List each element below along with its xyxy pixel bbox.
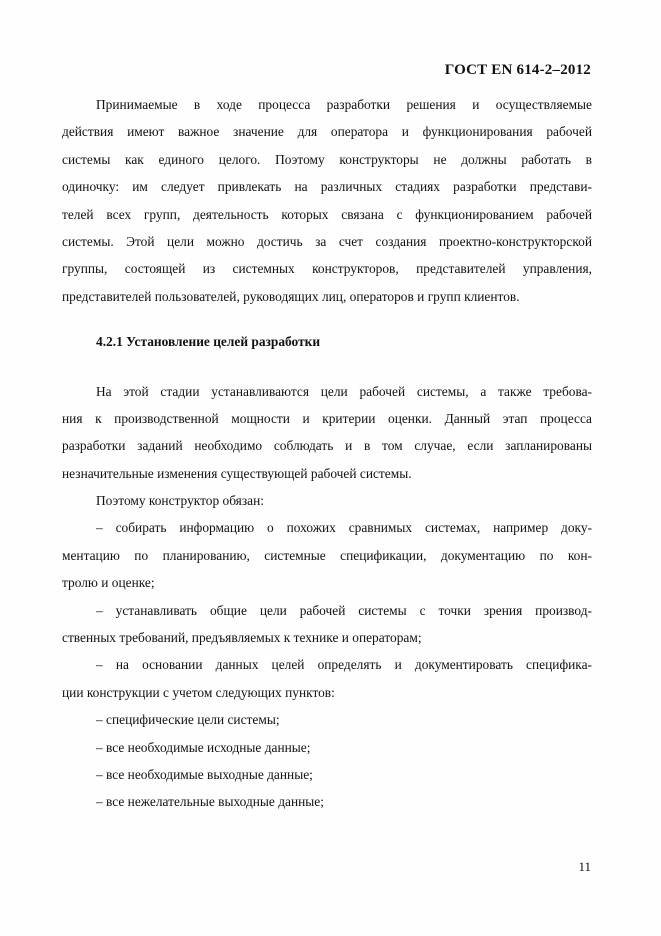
list-item bbox=[62, 597, 592, 652]
list-subitem: – все необходимые выходные данные; bbox=[96, 766, 313, 782]
text-line: одиночку: им следует привлекать на различных стадиях разработки представи- bbox=[62, 179, 592, 195]
text-line: тролю и оценке; bbox=[62, 575, 155, 591]
paragraph-design-team bbox=[62, 91, 592, 310]
list-subitem: – все нежелательные выходные данные; bbox=[96, 794, 324, 810]
text-line: незначительные изменения существующей рабочей системы. bbox=[62, 465, 412, 481]
text-line: Принимаемые в ходе процесса разработки решения и осуществляемые bbox=[96, 97, 592, 112]
spacer bbox=[62, 310, 592, 328]
page-body bbox=[62, 91, 592, 816]
spacer bbox=[62, 356, 592, 378]
text-line: группы, состоящей из системных конструкторов, представителей управления, bbox=[62, 261, 592, 277]
list-item bbox=[62, 651, 592, 706]
text-line: системы. Этой цели можно достичь за счет создания проектно-конструкторской bbox=[62, 233, 592, 249]
list-item bbox=[62, 514, 592, 596]
text-line: – на основании данных целей определять и документировать специфика- bbox=[96, 657, 592, 673]
text-line: – собирать информацию о похожих сравнимых системах, например доку- bbox=[96, 520, 592, 536]
list-subitem: – все необходимые исходные данные; bbox=[96, 739, 311, 755]
paragraph-designer-duties: Поэтому конструктор обязан: bbox=[96, 493, 264, 509]
text-line: ственных требований, предъявляемых к технике и операторам; bbox=[62, 630, 422, 646]
page-number: 11 bbox=[578, 859, 591, 874]
text-line: разработки заданий необходимо соблюдать и в том случае, если запланированы bbox=[62, 438, 592, 454]
text-line: ции конструкции с учетом следующих пунктов: bbox=[62, 684, 335, 700]
text-line: ния к производственной мощности и критерии оценки. Данный этап процесса bbox=[62, 410, 592, 426]
document-code-header: ГОСТ EN 614-2–2012 bbox=[444, 62, 591, 78]
text-line: На этой стадии устанавливаются цели рабочей системы, а также требова- bbox=[96, 383, 592, 399]
text-line: телей всех групп, деятельность которых связана с функционированием рабочей bbox=[62, 206, 592, 222]
paragraph-goals-stage bbox=[62, 378, 592, 488]
section-heading: 4.2.1 Установление целей разработки bbox=[96, 334, 321, 350]
text-line: – устанавливать общие цели рабочей системы с точки зрения производ- bbox=[96, 602, 592, 618]
text-line: представителей пользователей, руководящих лиц, операторов и групп клиентов. bbox=[62, 288, 520, 304]
text-line: ментацию по планированию, системные спецификации, документацию по кон- bbox=[62, 547, 592, 563]
list-subitem: – специфические цели системы; bbox=[96, 712, 280, 728]
duties-list bbox=[62, 514, 592, 815]
text-line: действия имеют важное значение для оператора и функционирования рабочей bbox=[62, 124, 592, 140]
text-line: системы как единого целого. Поэтому конструкторы не должны работать в bbox=[62, 151, 592, 167]
